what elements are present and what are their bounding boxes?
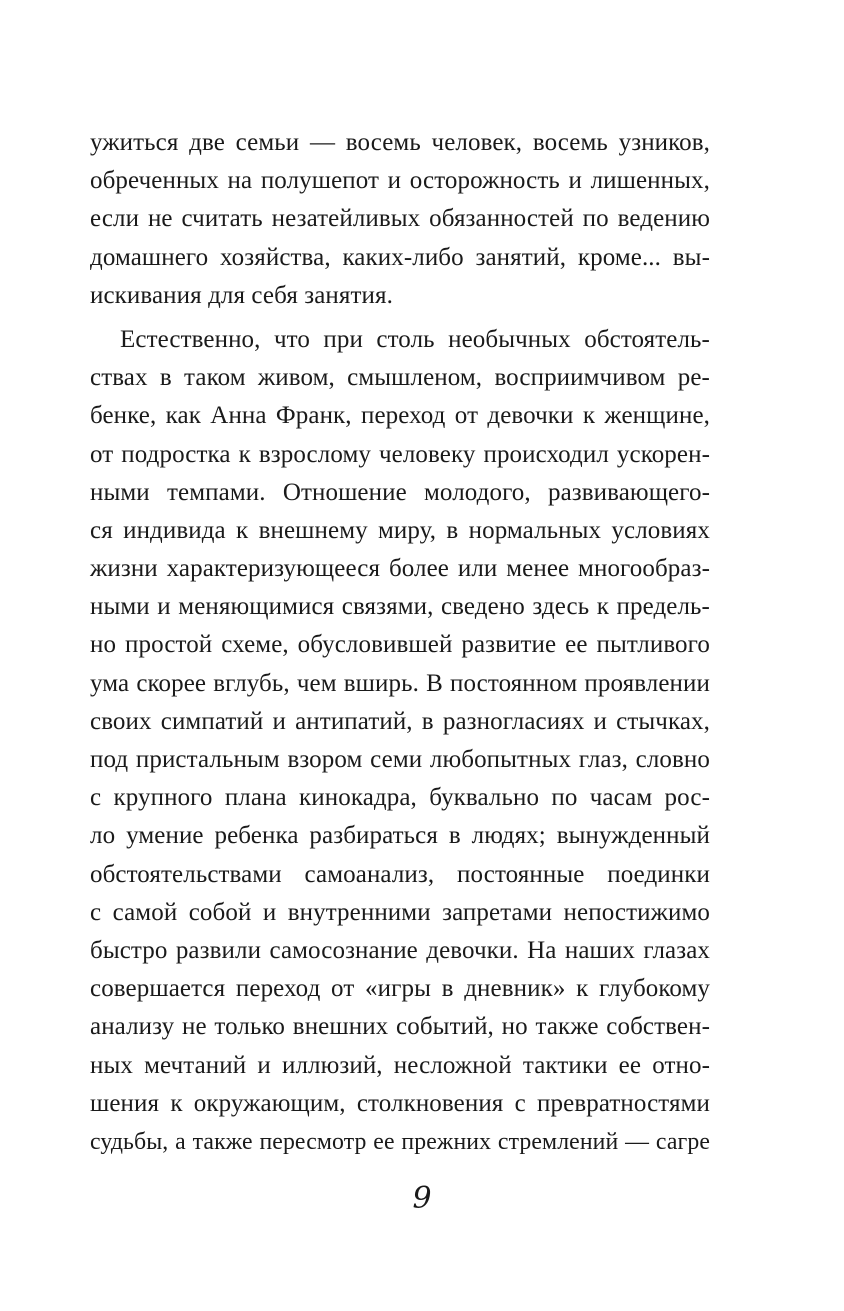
text-line: своих симпатий и антипатий, в разногласиях и стычках,	[90, 707, 710, 735]
page-number: 9	[412, 1181, 432, 1216]
text-line: но простой схеме, обусловившей развитие ее пытливого	[90, 631, 710, 659]
text-line: ных мечтаний и иллюзий, несложной тактики ее отно-	[90, 1051, 710, 1079]
text-line: шения к окружающим, столкновения с превратностями	[90, 1089, 710, 1117]
text-line: ствах в таком живом, смышленом, восприимчивом ре-	[90, 364, 710, 392]
text-line: домашнего хозяйства, каких-либо занятий, кроме... вы-	[90, 243, 710, 271]
text-line: ными и меняющимися связями, сведено здесь к предель-	[90, 593, 710, 621]
text-line: судьбы, а также пересмотр ее прежних стремлений — сагре	[90, 1128, 710, 1155]
text-line: обреченных на полушепот и осторожность и лишенных,	[90, 167, 710, 195]
paragraph-2	[90, 321, 710, 1161]
text-line: анализу не только внешних событий, но также собствен-	[90, 1013, 710, 1041]
text-line: ными темпами. Отношение молодого, развивающего-	[90, 478, 710, 506]
text-line: совершается переход от «игры в дневник» к глубокому	[90, 975, 710, 1003]
text-line: бенке, как Анна Франк, переход от девочки к женщине,	[90, 402, 710, 430]
text-line: от подростка к взрослому человеку происходил ускорен-	[90, 440, 710, 468]
text-line: под пристальным взором семи любопытных глаз, словно	[90, 746, 710, 773]
text-line: ся индивида к внешнему миру, в нормальных условиях	[90, 516, 710, 544]
text-line: обстоятельствами самоанализ, постоянные поединки	[90, 860, 710, 888]
text-line: ужиться две семьи — восемь человек, восемь узников,	[90, 129, 710, 156]
text-line: если не считать незатейливых обязанностей по ведению	[90, 205, 710, 233]
text-line: быстро развили самосознание девочки. На наших глазах	[90, 936, 710, 964]
text-line: ло умение ребенка разбираться в людях; вынужденный	[90, 822, 710, 850]
text-line: Естественно, что при столь необычных обстоятель-	[120, 325, 710, 353]
text-line: искивания для себя занятия.	[90, 281, 393, 309]
text-line: с самой собой и внутренними запретами непостижимо	[90, 898, 710, 926]
body-text	[90, 124, 710, 1161]
text-line: ума скорее вглубь, чем вширь. В постоянном проявлении	[90, 669, 710, 697]
text-line: жизни характеризующееся более или менее многообраз-	[90, 555, 710, 583]
paragraph-1	[90, 124, 710, 315]
text-line: с крупного плана кинокадра, буквально по часам рос-	[90, 784, 710, 812]
